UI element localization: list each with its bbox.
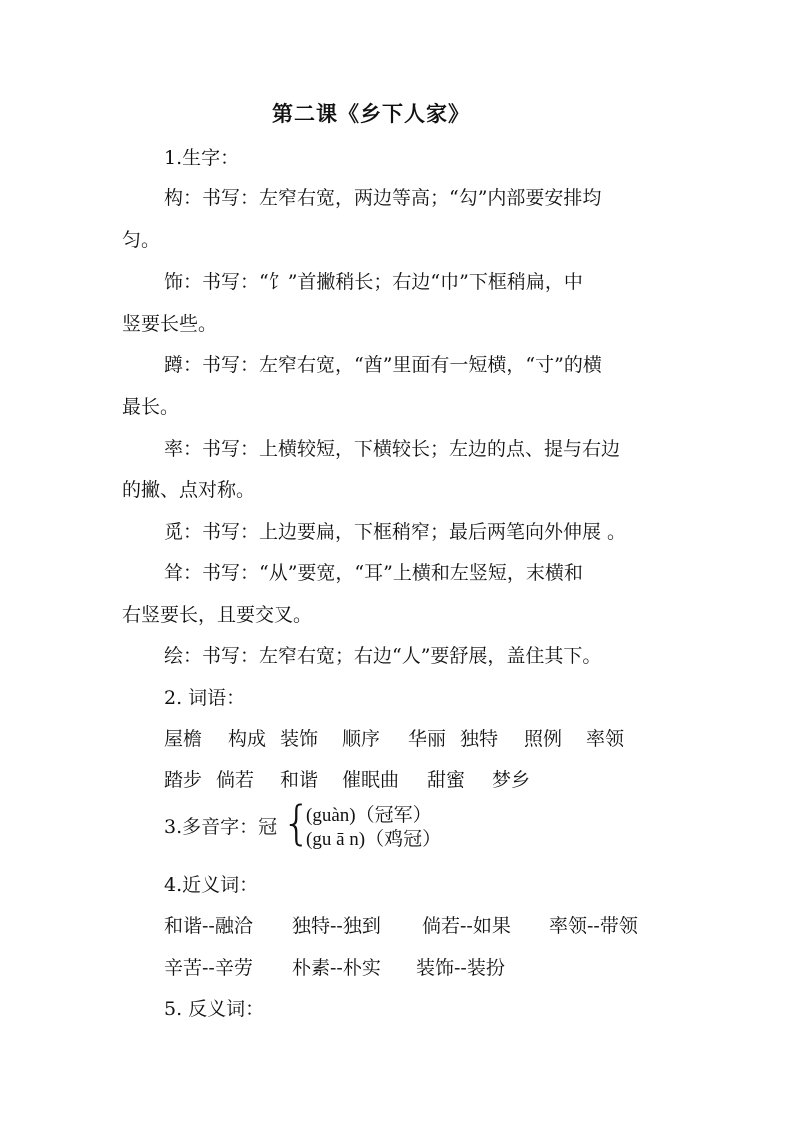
word: 屋檐 [164,728,203,750]
example-word: （冠军） [355,804,432,826]
example-word: （鸡冠） [365,828,442,850]
char-line: 绘：书写：左窄右宽；右边“人”要舒展，盖住其下。 [164,645,602,667]
page-title: 第二课《乡下人家》 [272,102,470,126]
word: 照例 [524,728,563,750]
word: 独特 [460,728,499,750]
word: 和谐 [280,769,319,791]
word-row-1 [0,724,794,751]
pinyin: (guàn) [306,805,356,826]
section-5-heading: 5. 反义词： [164,998,265,1020]
char-line-cont: 竖要长些。 [122,313,218,335]
char-line: 率：书写：上横较短，下横较长；左边的点、提与右边 [164,438,621,460]
section-1-heading: 1.生字： [164,147,240,169]
section-2-heading: 2. 词语： [164,687,246,709]
brace-glyph: { [282,796,312,850]
word: 梦乡 [492,769,531,791]
word: 顺序 [342,728,381,750]
char-line-cont: 的撇、点对称。 [122,479,256,501]
polyphone-reading-1 [306,800,432,827]
section-4-heading: 4.近义词： [164,874,259,896]
word: 催眠曲 [342,769,400,791]
synonym-pair: 朴素--朴实 [292,957,381,979]
polyphone-reading-2 [306,824,441,851]
synonym-row-1 [0,911,794,938]
synonym-pair: 和谐--融洽 [164,915,253,937]
char-line-cont: 最长。 [122,396,180,418]
word-row-2 [0,765,794,792]
char-line: 蹲：书写：左窄右宽，“酋”里面有一短横，“寸”的横 [164,354,602,376]
synonym-pair: 独特--独到 [292,915,381,937]
char-line: 饰：书写：“饣”首撇稍长；右边“巾”下框稍扁，中 [164,271,583,293]
char-line-cont: 匀。 [122,229,161,251]
synonym-row-2 [0,953,794,980]
char-line-cont: 右竖要长，且要交叉。 [122,604,313,626]
synonym-pair: 辛苦--辛劳 [164,957,253,979]
word: 率领 [586,728,625,750]
section-3-heading: 3.多音字：冠 [164,816,278,838]
char-line: 觅：书写：上边要扁，下框稍窄；最后两笔向外伸展 。 [164,521,627,543]
word: 装饰 [280,728,319,750]
synonym-pair: 装饰--装扮 [416,957,505,979]
word: 甜蜜 [427,769,466,791]
synonym-pair: 倘若--如果 [422,915,511,937]
synonym-pair: 率领--带领 [549,915,638,937]
word: 华丽 [408,728,447,750]
pinyin: (gu ā n) [306,829,366,850]
word: 构成 [228,728,267,750]
word: 倘若 [216,769,255,791]
char-line: 构：书写：左窄右宽，两边等高；“勾”内部要安排均 [164,187,602,209]
char-line: 耸：书写：“从”要宽，“耳”上横和左竖短，末横和 [164,562,583,584]
word: 踏步 [164,769,203,791]
